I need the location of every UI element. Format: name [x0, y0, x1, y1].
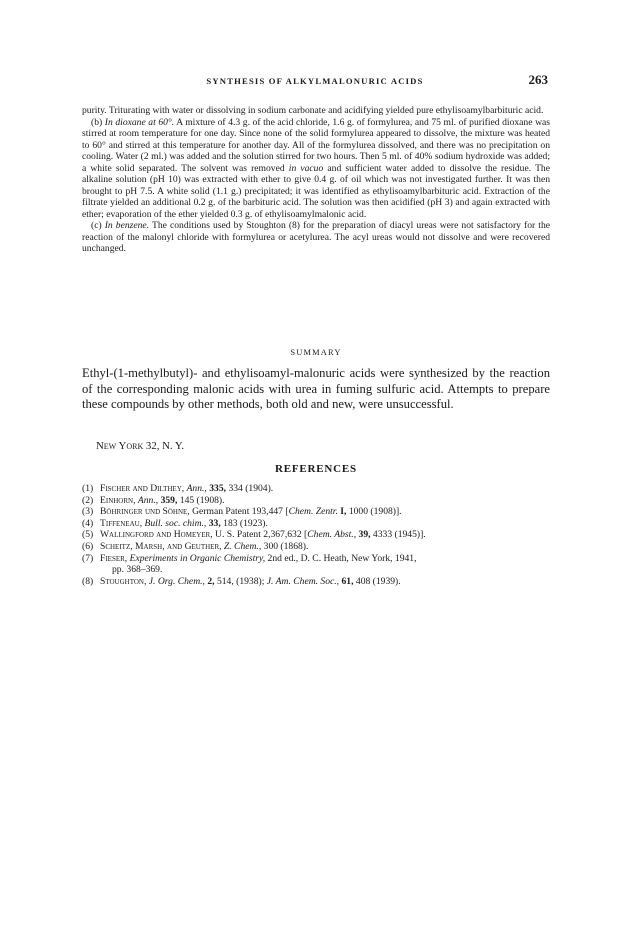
reference-item	[82, 495, 562, 507]
ref-authors: Tiffeneau,	[100, 517, 143, 529]
reference-item	[82, 529, 562, 541]
address: New York 32, N. Y.	[96, 440, 185, 452]
ref-rest: 4333 (1945)].	[372, 529, 426, 541]
ref-journal: Z. Chem.,	[223, 540, 262, 552]
ref-num: (1)	[82, 483, 94, 494]
para-b-text2: and sufficient water added to dissolve the residue. The alkaline solution (pH 10) was extracted with ether to give 0.4 g. of oil which was not investigated further. It was then brought to pH 7.5. A white solid (1.1 g.) precipitated; it was identified as ethylisoamylbarbituric acid. Extraction of the filtrate yielded an additional 0.2 g. of the barbituric acid. The solution was then acidified (pH 3) and again extracted with ether; evaporation of the ether yielded 0.3 g. of ethylisoamylmalonic acid.	[82, 162, 550, 220]
ref-journal: Bull. soc. chim.,	[144, 517, 207, 529]
ref-rest-2: 408 (1939).	[355, 575, 401, 587]
ref-journal: J. Org. Chem.,	[148, 575, 205, 587]
para-c-label: (c)	[91, 220, 102, 231]
ref-num: (7)	[82, 552, 94, 564]
ref-rest: 300 (1868).	[263, 540, 309, 552]
body-text	[82, 105, 550, 255]
ref-volume: 39,	[358, 529, 371, 541]
ref-num: (3)	[82, 506, 94, 518]
para-b-label: (b)	[91, 116, 103, 128]
ref-num: (2)	[82, 494, 94, 506]
ref-authors: Stoughton,	[100, 575, 147, 587]
summary-paragraph: Ethyl-(1-methylbutyl)- and ethylisoamyl-malonuric acids were synthesized by the reaction of the corresponding malonic acids with urea in fuming sulfuric acid. Attempts to prepare these compounds by other methods, both old and new, were unsuccessful.	[82, 366, 550, 412]
ref-authors: Böhringer und Söhne,	[100, 506, 190, 518]
para-c-heading: In benzene.	[104, 220, 150, 231]
ref-journal: Experiments in Organic Chemistry,	[129, 552, 266, 564]
ref-volume: 335,	[209, 483, 227, 494]
page-number: 263	[528, 72, 548, 87]
references-heading: REFERENCES	[275, 463, 357, 475]
ref-journal-2: J. Am. Chem. Soc.,	[266, 575, 340, 587]
ref-authors: Einhorn,	[100, 494, 136, 506]
ref-pre: German Patent 193,447 [	[192, 506, 289, 518]
reference-item	[82, 576, 562, 588]
reference-item	[82, 541, 562, 553]
ref-journal: Chem. Zentr.	[288, 506, 338, 518]
ref-journal: Ann.,	[137, 494, 159, 506]
ref-num: (8)	[82, 575, 94, 587]
paragraph-a: purity. Triturating with water or dissolving in sodium carbonate and acidifying yielded pure ethylisoamylbarbituric acid.	[82, 105, 544, 116]
ref-authors: Fieser,	[100, 552, 128, 564]
reference-item	[82, 506, 562, 518]
summary-heading: SUMMARY	[290, 348, 342, 357]
ref-rest: 145 (1908).	[179, 494, 225, 506]
paragraph-b	[82, 117, 550, 221]
ref-journal: Ann.,	[186, 483, 207, 494]
ref-rest: 334 (1904).	[228, 483, 274, 494]
ref-rest: 1000 (1908)].	[348, 506, 402, 518]
paragraph-c	[82, 220, 550, 255]
ref-volume: I,	[340, 506, 347, 518]
references-list	[82, 483, 562, 587]
para-b-italic: in vacuo	[288, 162, 324, 174]
reference-item	[82, 553, 562, 576]
ref-authors: Scheitz, Marsh, and Geuther,	[100, 540, 222, 552]
para-c-text: The conditions used by Stoughton (8) for the preparation of diacyl ureas were not satisfactory for the reaction of the malonyl chloride with formylurea or acetylurea. The acyl ureas would not dissolve and were recovered unchanged.	[82, 220, 550, 254]
ref-num: (5)	[82, 529, 94, 541]
ref-rest: 514, (1938);	[216, 575, 265, 587]
ref-authors: Fischer and Dilthey,	[100, 483, 185, 494]
reference-item	[82, 518, 562, 530]
ref-volume-2: 61,	[341, 575, 354, 587]
ref-volume: 2,	[207, 575, 215, 587]
running-head	[82, 72, 548, 92]
ref-num: (6)	[82, 540, 94, 552]
ref-num: (4)	[82, 517, 94, 529]
running-title: SYNTHESIS OF ALKYLMALONURIC ACIDS	[206, 76, 424, 86]
reference-item	[82, 483, 562, 495]
ref-journal: Chem. Abst.,	[307, 529, 357, 541]
summary-text	[82, 366, 550, 413]
para-b-text: A mixture of 4.3 g. of the acid chloride, 1.6 g. of formylurea, and 75 ml. of purified dioxane was stirred at room temperature for one day. Since none of the solid formylurea appeared to dissolve, the mixture was heated to 60° and stirred at this temperature for another day. All of the formylurea dissolved, and there was no precipitation on cooling. Water (2 ml.) was added and the solution stirred for two hours. Then 5 ml. of 40% sodium hydroxide was added; a white solid separated. The solvent was removed	[82, 116, 550, 174]
ref-rest: 2nd ed., D. C. Heath, New York, 1941,	[267, 552, 417, 564]
ref-pre: U. S. Patent 2,367,632 [	[215, 529, 308, 541]
ref-volume: 33,	[208, 517, 221, 529]
ref-continuation: pp. 368–369.	[112, 564, 163, 576]
para-b-heading: In dioxane at 60°.	[104, 116, 175, 128]
ref-rest: 183 (1923).	[223, 517, 268, 529]
ref-authors: Wallingford and Homeyer,	[100, 529, 213, 541]
ref-volume: 359,	[160, 494, 178, 506]
